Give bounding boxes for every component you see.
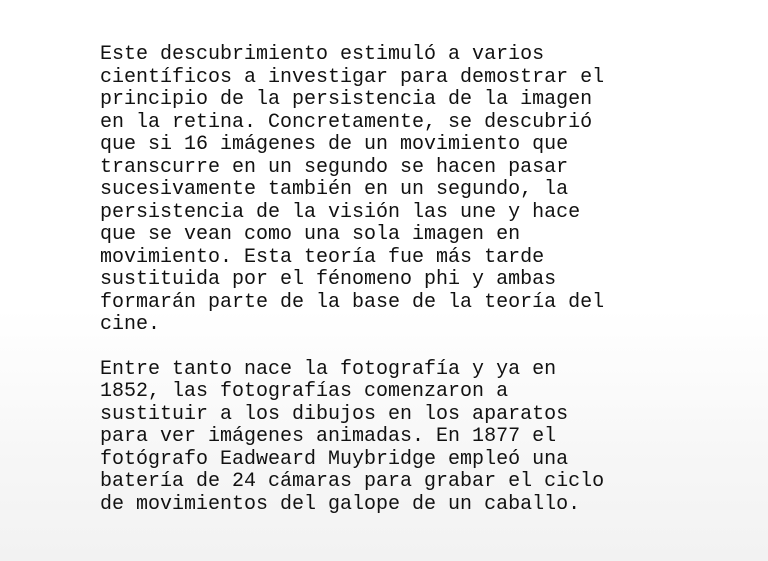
- text-line: en la retina. Concretamente, se descubrió: [100, 110, 593, 134]
- text-line: 1852, las fotografías comenzaron a: [100, 380, 509, 403]
- paragraph: [100, 359, 700, 517]
- text-line: Este descubrimiento estimuló a varios: [100, 43, 545, 66]
- text-line: sustituida por el fénomeno phi y ambas: [100, 268, 557, 291]
- text-line: cine.: [100, 313, 161, 336]
- text-line: sucesivamente también en un segundo, la: [100, 178, 569, 201]
- text-line: fotógrafo Eadweard Muybridge empleó una: [100, 447, 569, 471]
- paragraph: [100, 44, 700, 337]
- text-line: Entre tanto nace la fotografía y ya en: [100, 357, 557, 381]
- text-line: sustituir a los dibujos en los aparatos: [100, 402, 569, 426]
- text-line: para ver imágenes animadas. En 1877 el: [100, 425, 557, 448]
- text-line: transcurre en un segundo se hacen pasar: [100, 155, 569, 179]
- text-line: batería de 24 cámaras para grabar el ciclo: [100, 470, 605, 493]
- text-line: principio de la persistencia de la imagen: [100, 88, 593, 111]
- text-line: científicos a investigar para demostrar el: [100, 65, 605, 89]
- text-line: que se vean como una sola imagen en: [100, 223, 521, 246]
- text-line: persistencia de la visión las une y hace: [100, 200, 581, 224]
- text-line: formarán parte de la base de la teoría del: [100, 290, 605, 314]
- text-line: de movimientos del galope de un caballo.: [100, 492, 581, 516]
- document-body: [100, 44, 700, 516]
- text-line: movimiento. Esta teoría fue más tarde: [100, 245, 545, 269]
- text-line: que si 16 imágenes de un movimiento que: [100, 133, 569, 156]
